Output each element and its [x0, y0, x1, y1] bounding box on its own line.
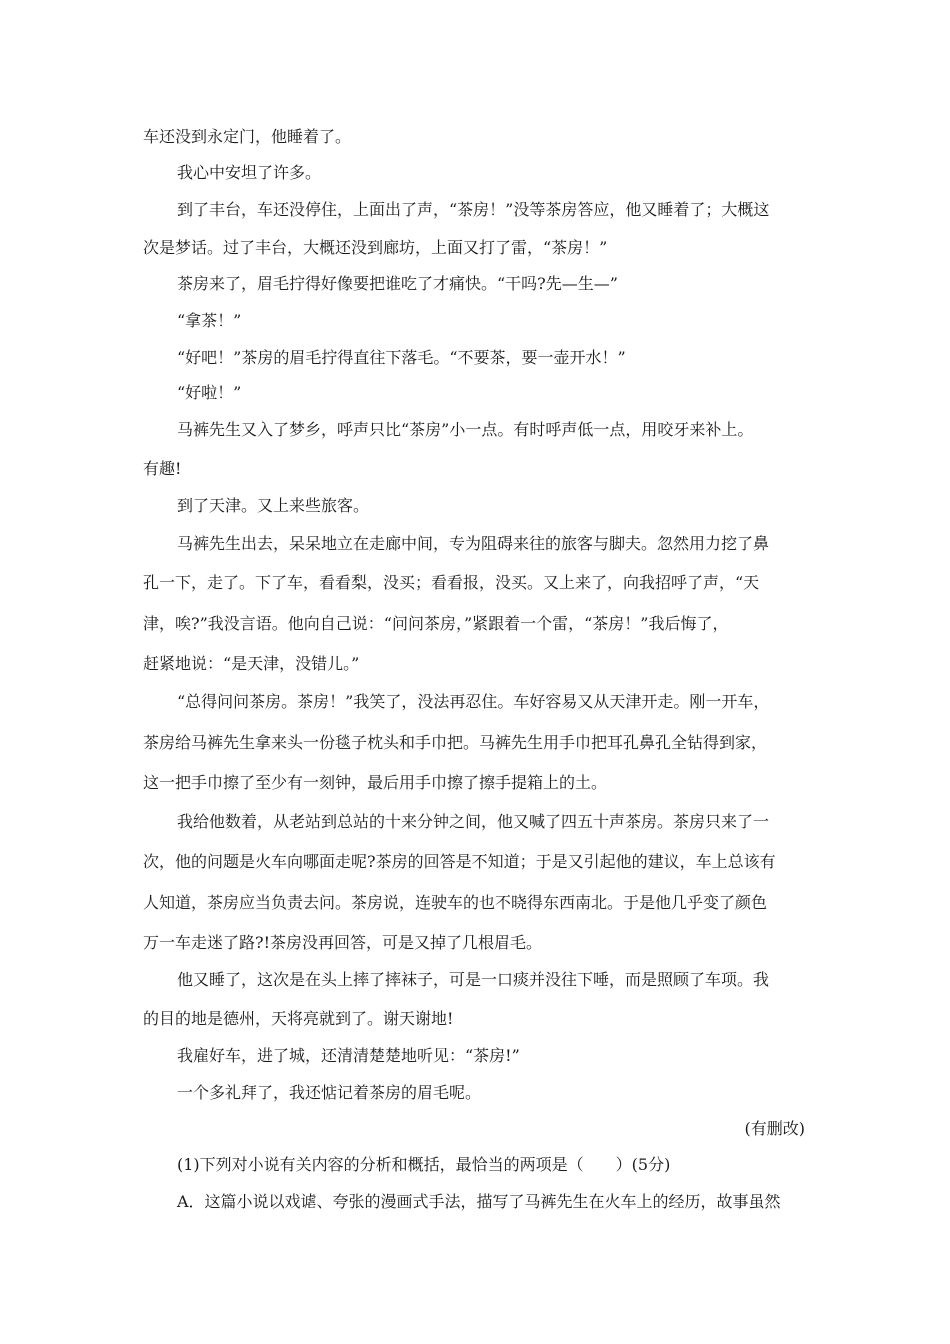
text-line: 人知道，茶房应当负责去问。茶房说，连驶车的也不晓得东西南北。于是他几乎变了颜色: [143, 893, 768, 912]
text-line: 孔一下，走了。下了车，看看梨，没买；看看报，没买。又上来了，向我招呼了声，“天: [143, 573, 760, 592]
text-line: 有趣!: [143, 459, 182, 478]
paragraph-line: “总得问问茶房。茶房！”我笑了，没法再忍住。车好容易又从天津开走。刚一开车，: [177, 692, 770, 711]
paragraph-line: 到了天津。又上来些旅客。: [177, 496, 370, 515]
question-1: (1)下列对小说有关内容的分析和概括，最恰当的两项是（ ）(5分): [177, 1155, 671, 1174]
option-a: A．这篇小说以戏谑、夸张的漫画式手法，描写了马裤先生在火车上的经历，故事虽然: [177, 1192, 781, 1211]
paragraph-line: 马裤先生出去，呆呆地立在走廊中间，专为阻碍来往的旅客与脚夫。忽然用力挖了鼻: [177, 534, 770, 553]
text-line: 赶紧地说：“是天津，没错儿。”: [143, 654, 360, 673]
paragraph-line: 我给他数着，从老站到总站的十来分钟之间，他又喊了四五十声茶房。茶房只来了一: [177, 812, 770, 831]
text-line: 这一把手巾擦了至少有一刻钟，最后用手巾擦了擦手提箱上的土。: [143, 773, 608, 792]
text-line: 津，唉?”我没言语。他向自己说：“问问茶房，”紧跟着一个雷，“茶房！”我后悔了，: [143, 614, 729, 633]
paragraph-line: 我心中安坦了许多。: [177, 163, 322, 182]
paragraph-line: 他又睡了，这次是在头上摔了摔袜子，可是一口痰并没往下唾，而是照顾了车项。我: [177, 970, 770, 989]
paragraph-line: 茶房来了，眉毛拧得好像要把谁吃了才痛快。“干吗?先—生—”: [177, 274, 618, 293]
paragraph-line: 一个多礼拜了，我还惦记着茶房的眉毛呢。: [177, 1083, 482, 1102]
text-line: 次，他的问题是火车向哪面走呢?茶房的回答是不知道；于是又引起他的建议，车上总该有: [143, 852, 776, 871]
edit-note: (有删改): [744, 1119, 805, 1138]
dialogue-line: “好吧！”茶房的眉毛拧得直往下落毛。“不要茶，要一壶开水！”: [177, 348, 626, 367]
text-line: 万一车走迷了路?!茶房没再回答，可是又掉了几根眉毛。: [143, 933, 543, 952]
dialogue-line: “拿茶！”: [177, 311, 242, 330]
paragraph-line: 到了丰台，车还没停住，上面出了声，“茶房！”没等茶房答应，他又睡着了；大概这: [177, 200, 770, 219]
paragraph-line: 我雇好车，进了城，还清清楚楚地听见：“茶房!”: [177, 1046, 520, 1065]
dialogue-line: “好啦！”: [177, 383, 242, 402]
paragraph-line: 马裤先生又入了梦乡，呼声只比“茶房”小一点。有时呼声低一点，用咬牙来补上。: [177, 420, 754, 439]
text-line: 的目的地是德州，天将亮就到了。谢天谢地!: [143, 1009, 454, 1028]
text-line: 茶房给马裤先生拿来头一份毯子枕头和手巾把。马裤先生用手巾把耳孔鼻孔全钻得到家，: [143, 733, 768, 752]
text-line: 次是梦话。过了丰台，大概还没到廊坊，上面又打了雷，“茶房！”: [143, 238, 608, 257]
text-line: 车还没到永定门，他睡着了。: [143, 127, 352, 146]
